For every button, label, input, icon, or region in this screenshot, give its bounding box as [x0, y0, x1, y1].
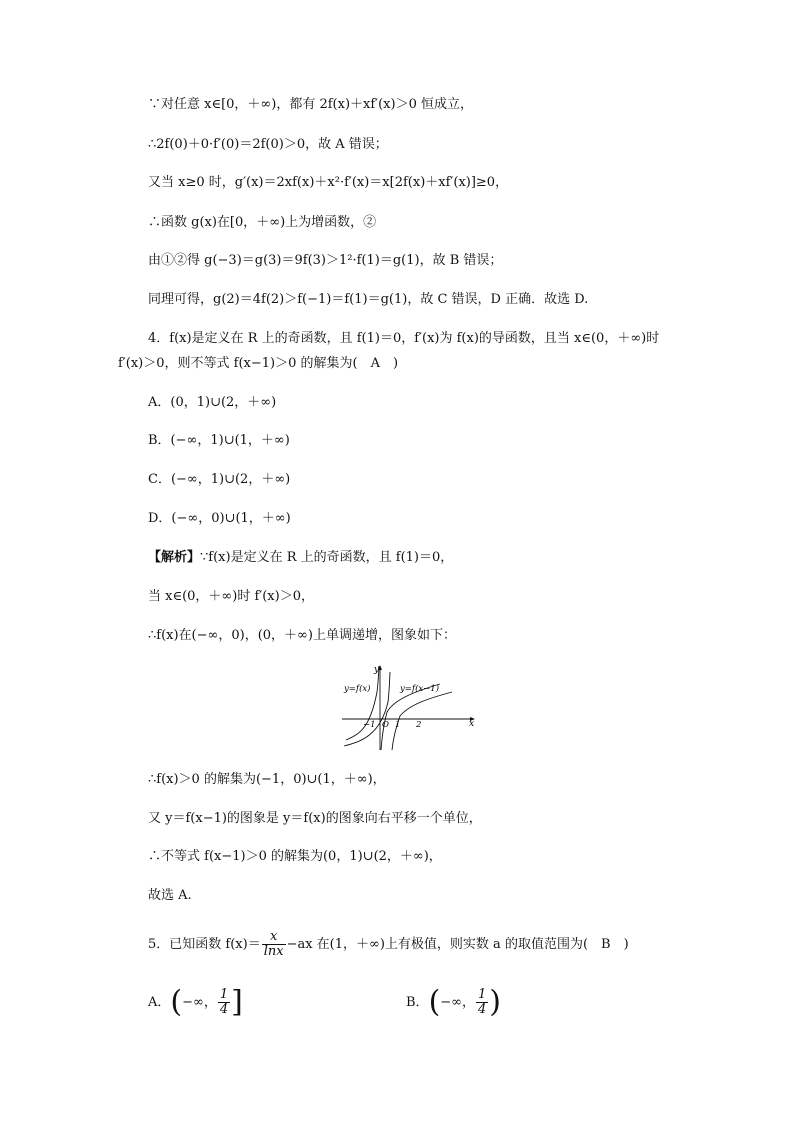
- analysis-line: ∴不等式 f(x−1)＞0 的解集为(0，1)∪(2，＋∞)，: [148, 849, 442, 864]
- fraction-denominator: 4: [478, 1002, 487, 1017]
- analysis-line: [148, 549, 453, 567]
- right-paren: ): [489, 984, 502, 1020]
- stem-suffix: −ax 在(1，＋∞)上有极值，则实数 a 的取值范围为( B ): [286, 937, 629, 952]
- option-b: B．(−∞，1)∪(1，＋∞): [148, 433, 290, 448]
- function-graph: [340, 662, 480, 752]
- solution-line: 又当 x≥0 时，g′(x)＝2xf(x)＋x²·f′(x)＝x[2f(x)＋xf′(x)]≥0，: [148, 175, 509, 190]
- origin-label: O: [382, 720, 389, 730]
- question-stem: f′(x)＞0，则不等式 f(x−1)＞0 的解集为( A ): [118, 356, 399, 371]
- option-body: −∞，: [440, 995, 476, 1010]
- fraction-denominator: lnx: [263, 944, 284, 959]
- analysis-text: ∵f(x)是定义在 R 上的奇函数，且 f(1)＝0，: [200, 550, 454, 565]
- solution-line: ∴2f(0)＋0·f′(0)＝2f(0)＞0，故 A 错误；: [148, 137, 388, 152]
- option-label: B．: [406, 995, 429, 1010]
- analysis-line: 故选 A.: [148, 888, 192, 903]
- curve2-label: y=f(x−1): [400, 684, 440, 694]
- x-axis-label: x: [469, 719, 475, 729]
- analysis-line: 又 y＝f(x−1)的图象是 y＝f(x)的图象向右平移一个单位，: [148, 811, 482, 826]
- option-label: A．: [148, 995, 171, 1010]
- question-stem: 4．f(x)是定义在 R 上的奇函数，且 f(1)＝0，f′(x)为 f(x)的导函数，且当 x∈(0，＋∞)时: [148, 331, 660, 346]
- analysis-label: 【解析】: [148, 550, 201, 565]
- fraction: [262, 930, 286, 959]
- fraction: [476, 988, 488, 1017]
- solution-line: ∵对任意 x∈[0，＋∞)，都有 2f(x)＋xf′(x)＞0 恒成立，: [148, 97, 473, 112]
- curve-shift-right: [392, 692, 452, 750]
- tick-2: 2: [416, 720, 422, 730]
- fraction-denominator: 4: [219, 1002, 229, 1017]
- analysis-line: 当 x∈(0，＋∞)时 f′(x)＞0，: [148, 589, 314, 604]
- question-stem: [148, 928, 629, 962]
- option-d: D．(−∞，0)∪(1，＋∞): [148, 511, 291, 526]
- option-b: [406, 986, 501, 1020]
- left-paren: (: [428, 984, 441, 1020]
- fraction-numerator: 1: [478, 987, 487, 1002]
- curve1-label: y=f(x): [344, 684, 371, 694]
- y-axis-label: y: [374, 665, 380, 675]
- fraction: [218, 988, 230, 1017]
- right-bracket: ]: [231, 984, 243, 1020]
- option-c: C．(−∞，1)∪(2，＋∞): [148, 472, 291, 487]
- solution-line: 由①②得 g(−3)＝g(3)＝9f(3)＞1²·f(1)＝g(1)，故 B 错误；: [148, 253, 503, 268]
- analysis-line: ∴f(x)在(−∞，0)，(0，＋∞)上单调递增，图象如下：: [148, 628, 456, 643]
- stem-prefix: 5．已知函数 f(x)＝: [148, 937, 261, 952]
- option-a: A．(0，1)∪(2，＋∞): [148, 395, 277, 410]
- tick-neg1: −1: [363, 720, 376, 730]
- fraction-numerator: 1: [219, 987, 229, 1002]
- fraction-numerator: x: [262, 930, 286, 945]
- solution-line: 同理可得，g(2)＝4f(2)＞f(−1)＝f(1)＝g(1)，故 C 错误，D 正确．故选 D.: [148, 292, 589, 307]
- tick-1: 1: [395, 720, 401, 730]
- analysis-line: ∴f(x)＞0 的解集为(−1，0)∪(1，＋∞)，: [148, 772, 386, 787]
- left-paren: (: [170, 984, 183, 1020]
- option-body: −∞，: [182, 995, 217, 1010]
- solution-line: ∴函数 g(x)在[0，＋∞)上为增函数，②: [148, 215, 377, 230]
- option-a: [148, 986, 243, 1020]
